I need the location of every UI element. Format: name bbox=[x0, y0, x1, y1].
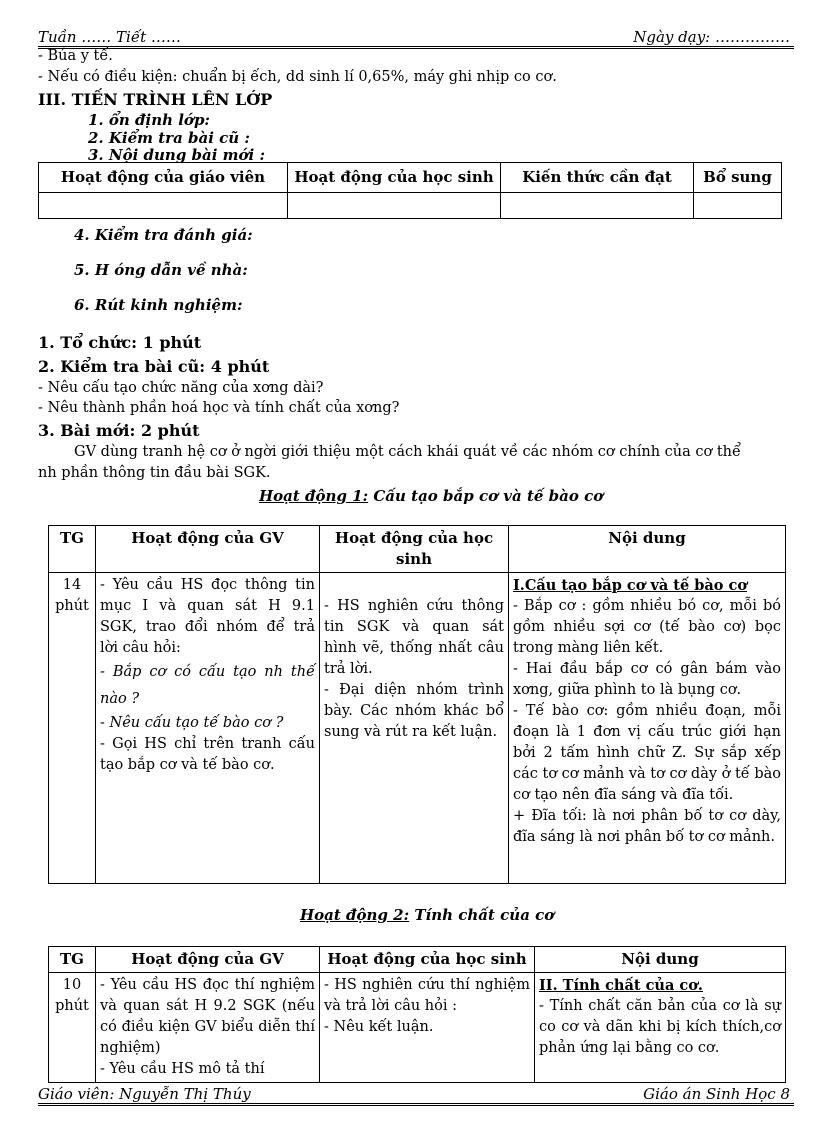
step-6: 6. Rút kinh nghiệm: bbox=[74, 296, 243, 314]
a1-gv-item: - Yêu cầu HS đọc thông tin mục I và quan sát H 9.1 SGK, trao đổi nhóm để trả lời câu hỏi: bbox=[100, 577, 315, 656]
question-1: - Nêu cấu tạo chức năng của xơng dài? bbox=[38, 380, 324, 396]
a1-gv-cell bbox=[96, 573, 320, 884]
prep-line-2: - Nếu có điều kiện: chuẩn bị ếch, dd sinh lí 0,65%, máy ghi nhịp co cơ. bbox=[38, 69, 557, 85]
footer-right: Giáo án Sinh Học 8 bbox=[643, 1085, 790, 1103]
a1-nd-item: - Tế bào cơ: gồm nhiều đoạn, mỗi đoạn là 1 đơn vị cấu trúc giới hạn bởi 2 tấm hình chữ Z. Sự sắp xếp các tơ cơ mảnh và tơ cơ dày ở tế bào cơ tạo nên đĩa sáng và đĩa tối. bbox=[513, 703, 781, 803]
page-header bbox=[38, 28, 794, 49]
a1-nd-item: + Đĩa tối: là nơi phân bố tơ cơ dày, đĩa sáng là nơi phân bố tơ cơ mảnh. bbox=[513, 808, 781, 845]
step-5: 5. H óng dẫn về nhà: bbox=[74, 261, 248, 279]
step-2: 2. Kiểm tra bài cũ : bbox=[88, 129, 250, 147]
intro-line-1: GV dùng tranh hệ cơ ở ngời giới thiệu một cách khái quát về các nhóm cơ chính của cơ thể bbox=[74, 444, 741, 460]
a2-nd-title: II. Tính chất của cơ. bbox=[539, 977, 703, 994]
a2-time: 10 phút bbox=[49, 973, 96, 1083]
step-4: 4. Kiểm tra đánh giá: bbox=[74, 226, 253, 244]
organization: 1. Tổ chức: 1 phút bbox=[38, 333, 202, 352]
plan-header-hs: Hoạt động của học sinh bbox=[288, 163, 501, 193]
plan-cell bbox=[501, 193, 694, 219]
a1-gv-item: - Gọi HS chỉ trên tranh cấu tạo bắp cơ và tế bào cơ. bbox=[100, 736, 315, 773]
a1-nd-cell bbox=[509, 573, 786, 884]
a2-header-tg: TG bbox=[49, 947, 96, 973]
plan-cell bbox=[288, 193, 501, 219]
a2-nd-cell bbox=[535, 973, 786, 1083]
a2-gv-item: - Yêu cầu HS mô tả thí bbox=[100, 1061, 265, 1077]
intro-line-2: nh phần thông tin đầu bài SGK. bbox=[38, 465, 271, 481]
a2-header-nd: Nội dung bbox=[535, 947, 786, 973]
a1-gv-item: - Bắp cơ có cấu tạo nh thế nào ? bbox=[100, 664, 315, 707]
new-lesson: 3. Bài mới: 2 phút bbox=[38, 421, 200, 440]
a1-nd-item: - Hai đầu bắp cơ có gân bám vào xơng, giữa phình to là bụng cơ. bbox=[513, 661, 781, 698]
a1-gv-item: - Nêu cấu tạo tế bào cơ ? bbox=[100, 715, 284, 731]
activity-1-label: Hoạt động 1: bbox=[259, 487, 369, 505]
plan-header-kt: Kiến thức cần đạt bbox=[501, 163, 694, 193]
a1-nd-title: I.Cấu tạo bắp cơ và tế bào cơ bbox=[513, 577, 748, 594]
a1-hs-item: - HS nghiên cứu thông tin SGK và quan sát hình vẽ, thống nhất câu trả lời. bbox=[324, 598, 504, 677]
a2-header-hs: Hoạt động của học sinh bbox=[320, 947, 535, 973]
a2-hs-cell bbox=[320, 973, 535, 1083]
plan-table bbox=[38, 162, 782, 219]
page-footer bbox=[38, 1085, 794, 1106]
section-title: III. TIẾN TRÌNH LÊN LỚP bbox=[38, 90, 273, 109]
a2-nd-item: - Tính chất căn bản của cơ là sự co cơ và dãn khi bị kích thích,cơ phản ứng lại bằng co cơ. bbox=[539, 998, 781, 1056]
header-right: Ngày dạy: …………… bbox=[633, 28, 790, 46]
question-2: - Nêu thành phần hoá học và tính chất của xơng? bbox=[38, 400, 400, 416]
footer-left: Giáo viên: Nguyễn Thị Thúy bbox=[38, 1085, 251, 1103]
step-1: 1. ổn định lớp: bbox=[88, 111, 210, 129]
a1-hs-item: - Đại diện nhóm trình bày. Các nhóm khác bổ sung và rút ra kết luận. bbox=[324, 682, 504, 740]
activity-1-name: Cấu tạo bắp cơ và tế bào cơ bbox=[368, 487, 604, 505]
plan-header-bs: Bổ sung bbox=[694, 163, 782, 193]
a2-gv-item: - Yêu cầu HS đọc thí nghiệm và quan sát H 9.2 SGK (nếu có điều kiện GV biểu diễn thí nghiệm) bbox=[100, 977, 315, 1056]
activity-2-name: Tính chất của cơ bbox=[409, 906, 555, 924]
a1-hs-cell bbox=[320, 573, 509, 884]
activity-1-title bbox=[259, 487, 603, 505]
a1-header-tg: TG bbox=[49, 526, 96, 573]
a2-header-gv: Hoạt động của GV bbox=[96, 947, 320, 973]
a1-header-nd: Nội dung bbox=[509, 526, 786, 573]
activity-2-title bbox=[300, 906, 554, 924]
prep-line-1: - Búa y tế. bbox=[38, 48, 113, 64]
plan-cell bbox=[39, 193, 288, 219]
activity-1-table bbox=[48, 525, 786, 884]
step-3: 3. Nội dung bài mới : bbox=[88, 146, 265, 164]
a1-header-hs: Hoạt động của học sinh bbox=[320, 526, 509, 573]
activity-2-label: Hoạt động 2: bbox=[300, 906, 410, 924]
plan-cell bbox=[694, 193, 782, 219]
a1-header-gv: Hoạt động của GV bbox=[96, 526, 320, 573]
a2-hs-item: - Nêu kết luận. bbox=[324, 1019, 434, 1035]
plan-header-gv: Hoạt động của giáo viên bbox=[39, 163, 288, 193]
activity-2-table bbox=[48, 946, 786, 1083]
a1-nd-item: - Bắp cơ : gồm nhiều bó cơ, mỗi bó gồm nhiều sợi cơ (tế bào cơ) bọc trong màng liên kết. bbox=[513, 598, 781, 656]
a2-gv-cell bbox=[96, 973, 320, 1083]
old-lesson-check: 2. Kiểm tra bài cũ: 4 phút bbox=[38, 357, 270, 376]
a1-time: 14 phút bbox=[49, 573, 96, 884]
header-left: Tuần …… Tiết …… bbox=[38, 28, 181, 46]
a2-hs-item: - HS nghiên cứu thí nghiệm và trả lời câu hỏi : bbox=[324, 977, 530, 1014]
